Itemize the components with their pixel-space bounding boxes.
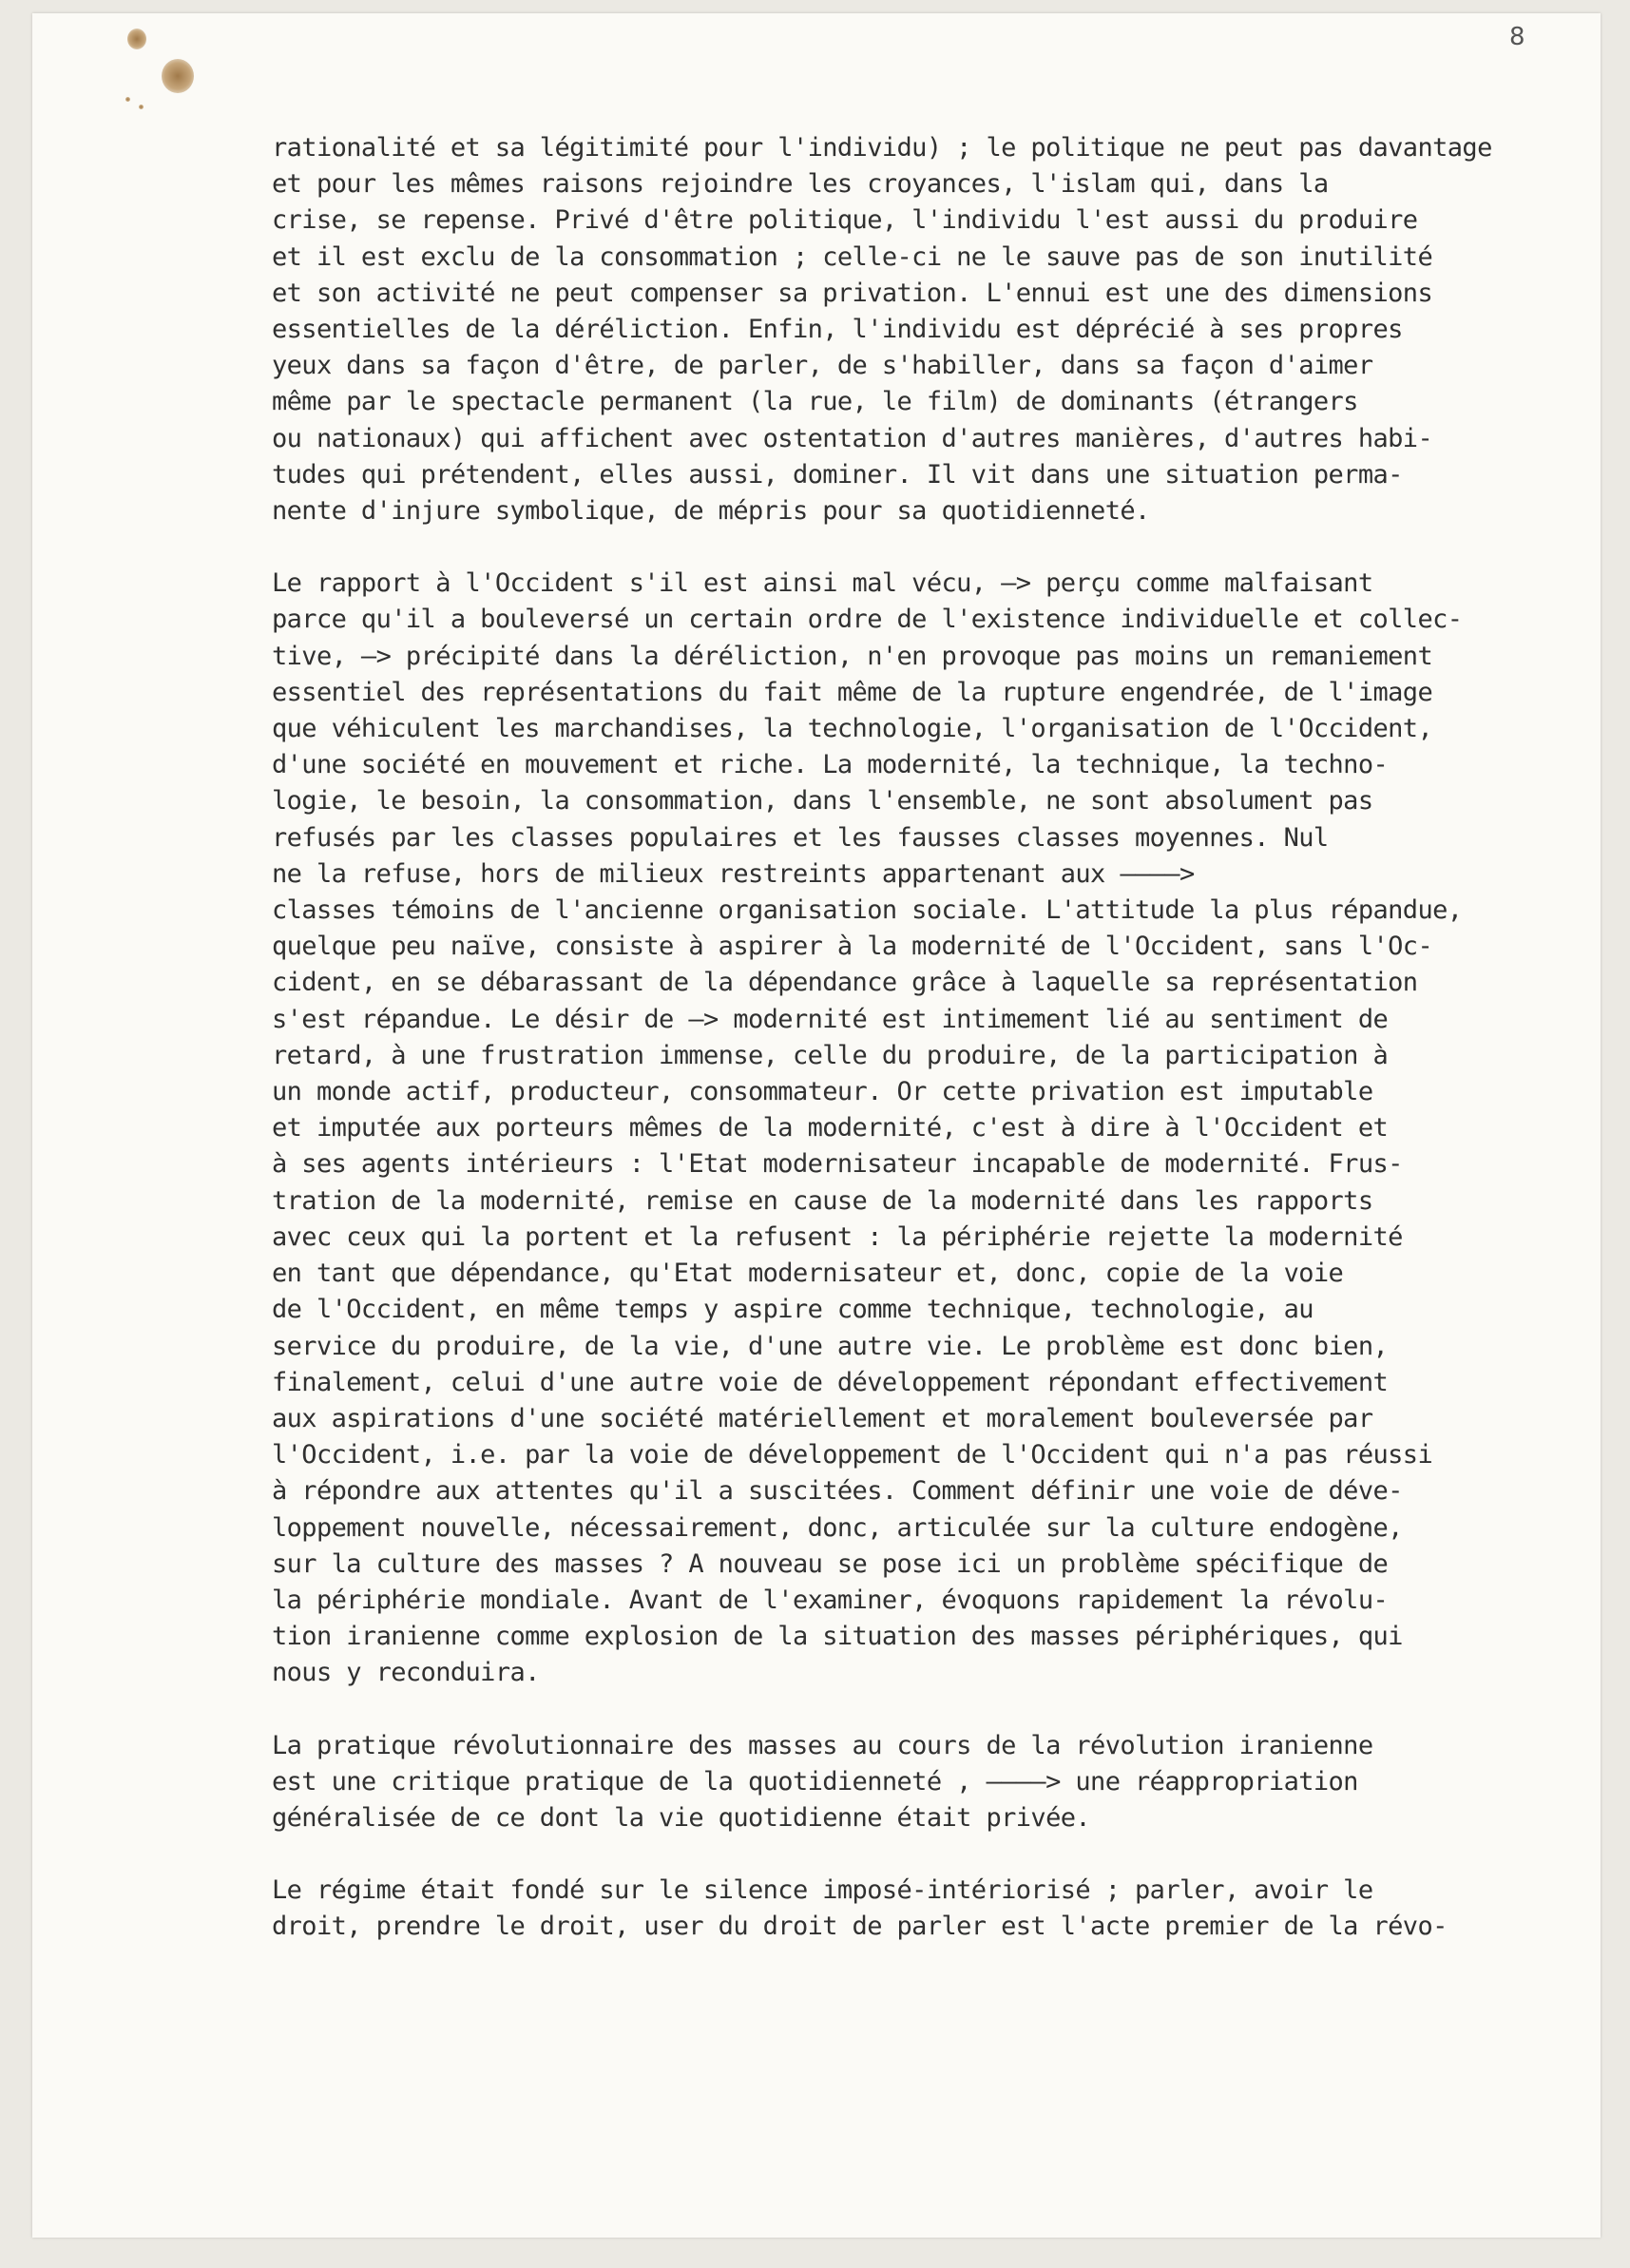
text-line: à ses agents intérieurs : l'Etat modernisateur incapable de modernité. Frus-	[272, 1149, 1403, 1180]
text-line: sur la culture des masses ? A nouveau se pose ici un problème spécifique de	[272, 1548, 1389, 1579]
text-line: Le régime était fondé sur le silence imposé-intériorisé ; parler, avoir le	[272, 1875, 1373, 1906]
text-line: ou nationaux) qui affichent avec ostentation d'autres manières, d'autres habi-	[272, 423, 1433, 453]
text-line: yeux dans sa façon d'être, de parler, de s'habiller, dans sa façon d'aimer	[272, 351, 1373, 381]
text-line: généralisée de ce dont la vie quotidienne était privée.	[272, 1802, 1091, 1833]
text-line: tive, —> précipité dans la déréliction, n'en provoque pas moins un remaniement	[272, 641, 1433, 671]
text-line: même par le spectacle permanent (la rue, le film) de dominants (étrangers	[272, 387, 1358, 417]
text-line: tion iranienne comme explosion de la situation des masses périphériques, qui	[272, 1622, 1403, 1652]
paragraph	[272, 1728, 1564, 1837]
text-line: finalement, celui d'une autre voie de développement répondant effectivement	[272, 1367, 1389, 1397]
text-line: d'une société en mouvement et riche. La modernité, la technique, la techno-	[272, 750, 1389, 780]
text-line: et imputée aux porteurs mêmes de la modernité, c'est à dire à l'Occident et	[272, 1113, 1389, 1144]
text-line: ne la refuse, hors de milieux restreints appartenant aux ————>	[272, 858, 1195, 889]
text-line: Le rapport à l'Occident s'il est ainsi mal vécu, —> perçu comme malfaisant	[272, 568, 1373, 599]
coffee-stain	[127, 29, 146, 49]
text-line: aux aspirations d'une société matériellement et moralement bouleversée par	[272, 1403, 1373, 1433]
text-line: quelque peu naïve, consiste à aspirer à la modernité de l'Occident, sans l'Oc-	[272, 932, 1433, 962]
text-line: en tant que dépendance, qu'Etat modernisateur et, donc, copie de la voie	[272, 1259, 1344, 1289]
text-line: de l'Occident, en même temps y aspire comme technique, technologie, au	[272, 1295, 1314, 1325]
text-line: classes témoins de l'ancienne organisation sociale. L'attitude la plus répandue,	[272, 895, 1463, 926]
text-line: essentiel des représentations du fait même de la rupture engendrée, de l'image	[272, 677, 1433, 707]
text-line: et son activité ne peut compenser sa privation. L'ennui est une des dimensions	[272, 278, 1433, 308]
text-line: la périphérie mondiale. Avant de l'examiner, évoquons rapidement la révolu-	[272, 1585, 1389, 1615]
paragraph	[272, 1873, 1564, 1945]
text-line: tration de la modernité, remise en cause de la modernité dans les rapports	[272, 1185, 1373, 1216]
text-line: droit, prendre le droit, user du droit de parler est l'acte premier de la révo-	[272, 1912, 1448, 1942]
text-line: rationalité et sa légitimité pour l'individu) ; le politique ne peut pas davantage	[272, 133, 1492, 163]
text-line: s'est répandue. Le désir de —> modernité est intimement lié au sentiment de	[272, 1004, 1389, 1034]
text-line: à répondre aux attentes qu'il a suscitées. Comment définir une voie de déve-	[272, 1476, 1403, 1507]
text-line: nente d'injure symbolique, de mépris pour sa quotidienneté.	[272, 496, 1150, 527]
text-line: loppement nouvelle, nécessairement, donc, articulée sur la culture endogène,	[272, 1512, 1403, 1543]
dust-speck	[125, 97, 130, 102]
text-line: refusés par les classes populaires et les fausses classes moyennes. Nul	[272, 822, 1329, 853]
text-line: crise, se repense. Privé d'être politique, l'individu l'est aussi du produire	[272, 205, 1418, 236]
text-line: que véhiculent les marchandises, la technologie, l'organisation de l'Occident,	[272, 714, 1433, 744]
paragraph	[272, 566, 1564, 1691]
text-line: et il est exclu de la consommation ; celle-ci ne le sauve pas de son inutilité	[272, 241, 1433, 272]
text-line: parce qu'il a bouleversé un certain ordre de l'existence individuelle et collec-	[272, 605, 1463, 635]
text-line: est une critique pratique de la quotidienneté , ————> une réappropriation	[272, 1766, 1358, 1797]
paragraph	[272, 130, 1564, 529]
page-number: 8	[1509, 23, 1525, 51]
dust-speck	[139, 105, 144, 109]
text-line: service du produire, de la vie, d'une autre vie. Le problème est donc bien,	[272, 1331, 1389, 1361]
text-line: logie, le besoin, la consommation, dans l'ensemble, ne sont absolument pas	[272, 786, 1373, 817]
text-line: retard, à une frustration immense, celle du produire, de la participation à	[272, 1040, 1389, 1070]
text-line: et pour les mêmes raisons rejoindre les croyances, l'islam qui, dans la	[272, 169, 1329, 200]
text-line: La pratique révolutionnaire des masses au cours de la révolution iranienne	[272, 1730, 1373, 1760]
text-line: cident, en se débarassant de la dépendance grâce à laquelle sa représentation	[272, 968, 1418, 998]
text-line: tudes qui prétendent, elles aussi, dominer. Il vit dans une situation perma-	[272, 459, 1403, 490]
coffee-stain	[162, 59, 194, 93]
text-line: un monde actif, producteur, consommateur. Or cette privation est imputable	[272, 1077, 1373, 1107]
text-line: avec ceux qui la portent et la refusent : la périphérie rejette la modernité	[272, 1221, 1403, 1252]
text-line: l'Occident, i.e. par la voie de développement de l'Occident qui n'a pas réussi	[272, 1440, 1433, 1470]
text-line: essentielles de la déréliction. Enfin, l'individu est déprécié à ses propres	[272, 315, 1403, 345]
text-line: nous y reconduira.	[272, 1658, 540, 1688]
body-text	[272, 130, 1564, 1982]
